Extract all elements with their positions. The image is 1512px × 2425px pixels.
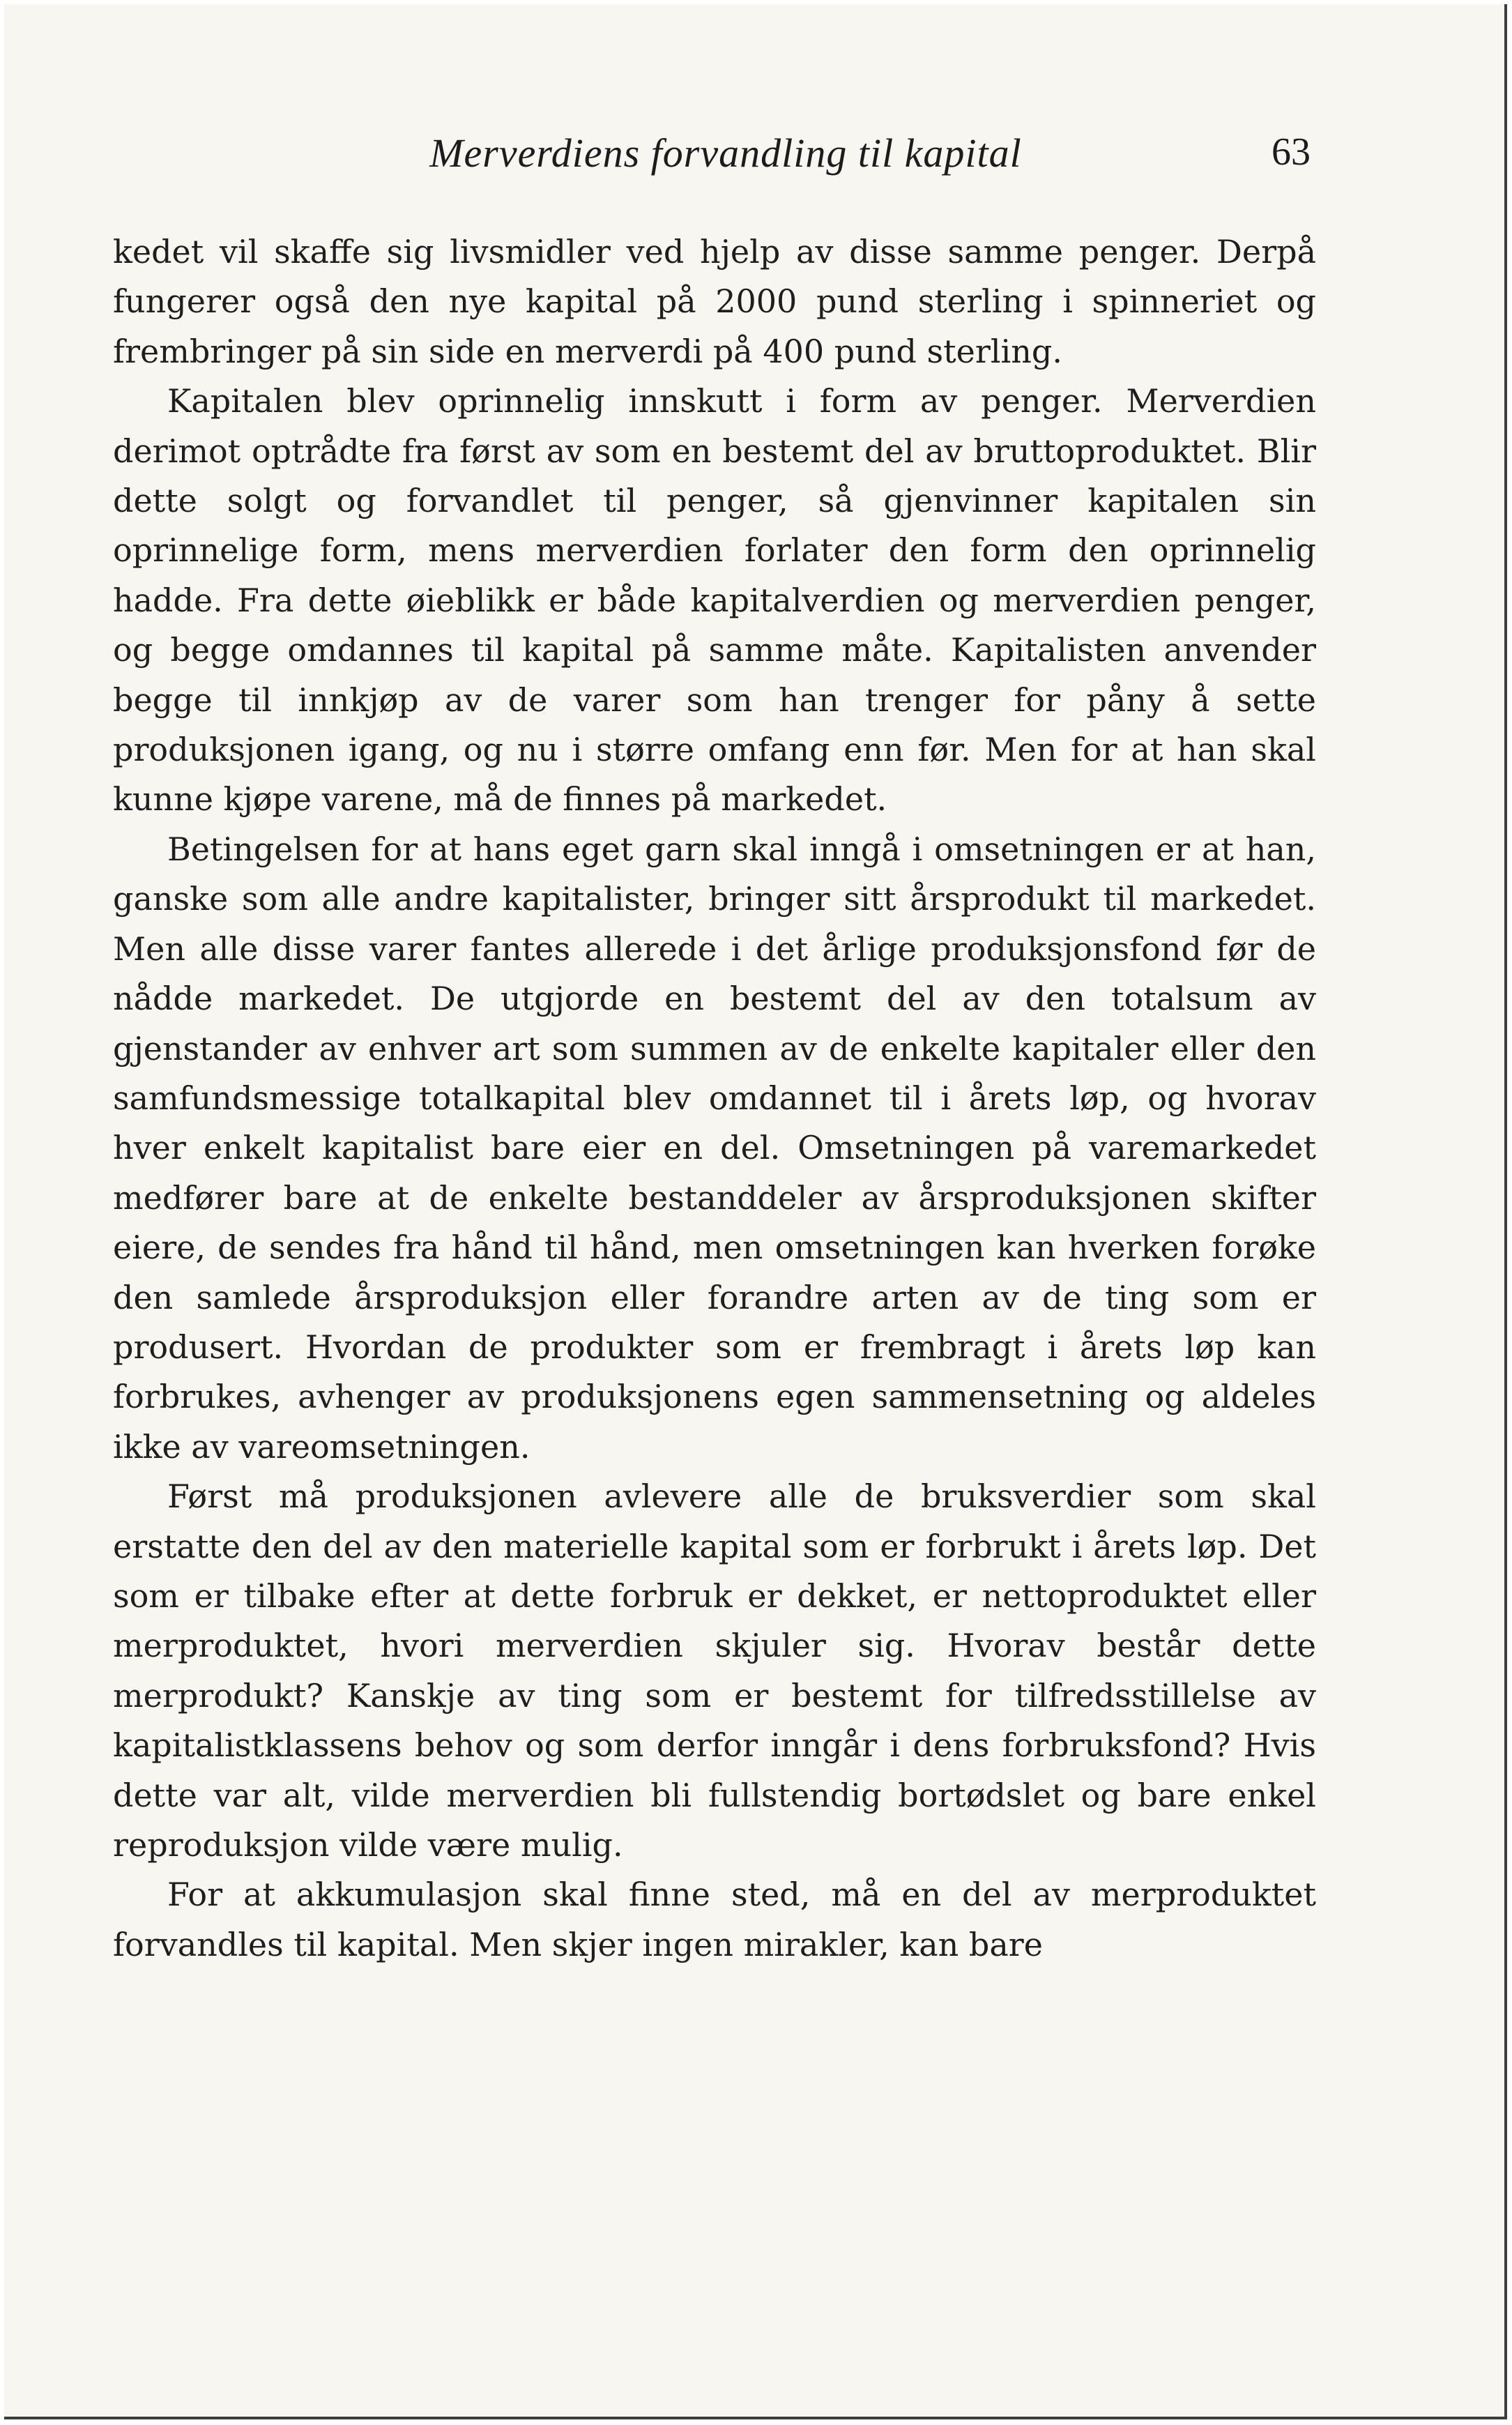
body-text — [113, 227, 1316, 1970]
paragraph-3: Betingelsen for at hans eget garn skal inngå i omsetningen er at han, ganske som alle andre kapitalister, bringer sitt årsprodukt til markedet. Men alle disse varer fantes allerede i det årlige produksjonsfond før de nådde markedet. De utgjorde en bestemt del av den totalsum av gjenstander av enhver art som summen av de enkelte kapitaler eller den samfundsmessige totalkapital blev omdannet til i årets løp, og hvorav hver enkelt kapitalist bare eier en del. Omsetningen på varemarkedet medfører bare at de enkelte bestanddeler av årsproduksjonen skifter eiere, de sendes fra hånd til hånd, men omsetningen kan hverken forøke den samlede årsproduksjon eller forandre arten av de ting som er produsert. Hvordan de produkter som er frembragt i årets løp kan forbrukes, avhenger av produksjonens egen sammensetning og aldeles ikke av vareomsetningen. — [113, 830, 1316, 1466]
page-header — [4, 130, 1504, 192]
book-page — [4, 4, 1507, 2419]
page-number: 63 — [1272, 130, 1311, 174]
paragraph-2: Kapitalen blev oprinnelig innskutt i form av penger. Merverdien derimot optrådte fra først av som en bestemt del av bruttoproduktet. Blir dette solgt og forvandlet til penger, så gjenvinner kapitalen sin oprinnelige form, mens merverdien forlater den form den oprinnelig hadde. Fra dette øieblikk er både kapitalverdien og merverdien penger, og begge omdannes til kapital på samme måte. Kapitalisten anvender begge til innkjøp av de varer som han trenger for påny å sette produksjonen igang, og nu i større omfang enn før. Men for at han skal kunne kjøpe varene, må de finnes på markedet. — [113, 382, 1316, 819]
paragraph-4: Først må produksjonen avlevere alle de bruksverdier som skal erstatte den del av den materielle kapital som er forbrukt i årets løp. Det som er tilbake efter at dette forbruk er dekket, er nettoproduktet eller merproduktet, hvori merverdien skjuler sig. Hvorav består dette merprodukt? Kanskje av ting som er bestemt for tilfredsstillelse av kapitalistklassens behov og som derfor inngår i dens forbruksfond? Hvis dette var alt, vilde merverdien bli fullstendig bortødslet og bare enkel reproduksjon vilde være mulig. — [113, 1477, 1316, 1864]
paragraph-5: For at akkumulasjon skal finne sted, må en del av merproduktet forvandles til kapital. Men skjer ingen mirakler, kan bare — [113, 1876, 1316, 1963]
running-title: Merverdiens forvandling til kapital — [429, 130, 1022, 176]
paragraph-1: kedet vil skaffe sig livsmidler ved hjelp av disse samme penger. Derpå fungerer også den nye kapital på 2000 pund sterling i spinneriet og frembringer på sin side en merverdi på 400 pund sterling. — [113, 233, 1316, 370]
